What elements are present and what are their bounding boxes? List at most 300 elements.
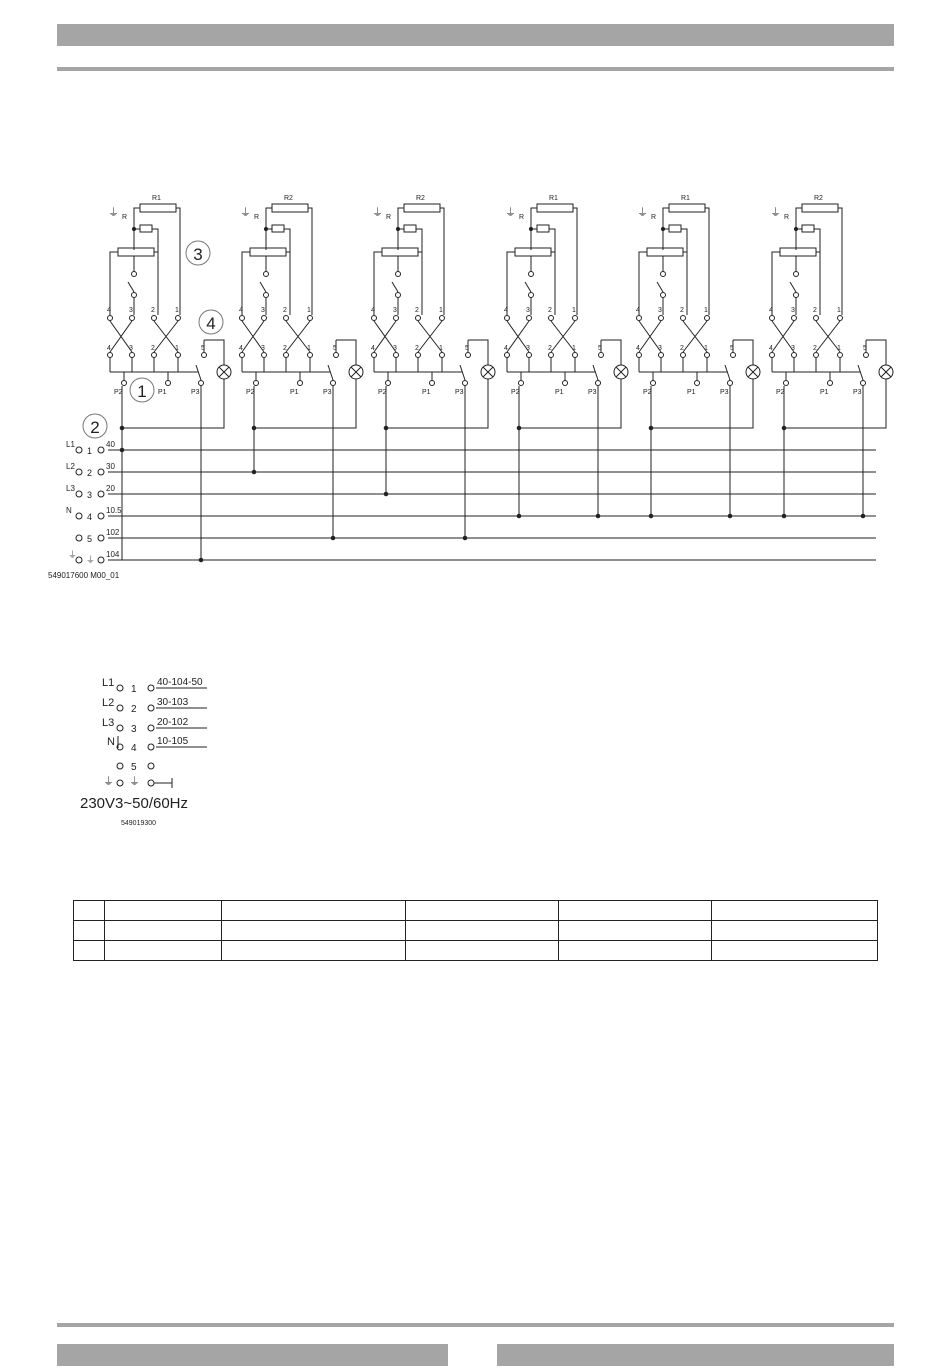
- r-label: R: [386, 214, 392, 221]
- bus-lines: [108, 450, 876, 560]
- wire: [519, 379, 621, 428]
- pin: [440, 353, 445, 358]
- junction: [264, 227, 267, 230]
- pin-label: 4: [371, 307, 375, 314]
- resistor-small: [669, 225, 681, 232]
- pin: [152, 353, 157, 358]
- terminal-phase: L2: [66, 462, 75, 471]
- p-label: P2: [776, 389, 785, 396]
- pin-label: 1: [837, 307, 841, 314]
- pin: [284, 316, 289, 321]
- pin-label: 2: [548, 307, 552, 314]
- p-label: P1: [687, 389, 696, 396]
- block-row: [102, 717, 207, 735]
- wire: [549, 229, 555, 315]
- footer-bar-left: [57, 1344, 448, 1366]
- terminal: [66, 462, 115, 478]
- p-label: P2: [511, 389, 520, 396]
- switch-arm: [525, 282, 531, 292]
- ground-icon: ⏚: [637, 207, 648, 219]
- wire: [573, 208, 577, 315]
- switch-arm: [790, 282, 796, 292]
- pin: [838, 316, 843, 321]
- pin: [770, 353, 775, 358]
- table-row: [74, 941, 878, 961]
- p-label: P3: [455, 389, 464, 396]
- pin-label: 5: [863, 345, 867, 352]
- pin: [262, 316, 267, 321]
- block-wires: 10-105: [157, 736, 189, 747]
- pin-label: 3: [791, 345, 795, 352]
- p-terminal: [298, 381, 303, 386]
- terminal: [68, 550, 120, 565]
- resistor-label: R2: [814, 195, 823, 202]
- block-phase: N: [107, 736, 115, 748]
- junction: [120, 426, 124, 430]
- wire: [784, 379, 886, 428]
- resistor: [802, 204, 838, 212]
- heating-element: [647, 248, 683, 256]
- resistor-label: R1: [549, 195, 558, 202]
- terminal-dot: [76, 469, 82, 475]
- ground-icon: ⏚: [505, 207, 516, 219]
- pin-label: 1: [572, 345, 576, 352]
- block-dot: [117, 725, 123, 731]
- pin-label: 1: [704, 307, 708, 314]
- block-code: 549019300: [121, 820, 157, 827]
- pin-label: 4: [636, 345, 640, 352]
- block-wires: 40-104-50: [157, 677, 203, 688]
- pin: [372, 316, 377, 321]
- terminal-dot: [76, 557, 82, 563]
- table-row: [74, 901, 878, 921]
- pin: [549, 316, 554, 321]
- wire: [838, 208, 842, 315]
- wire: [284, 229, 290, 315]
- heating-unit: [107, 195, 231, 562]
- terminal-phase: N: [66, 506, 72, 515]
- p-terminal: [386, 381, 391, 386]
- pin-label: 2: [813, 345, 817, 352]
- terminal-dot: [76, 513, 82, 519]
- callout-3: [186, 241, 210, 265]
- callout-2: [83, 414, 107, 438]
- pin: [505, 353, 510, 358]
- block-row: [102, 697, 207, 715]
- callout-1: [130, 378, 154, 402]
- wire: [681, 229, 687, 315]
- block-wires: 20-102: [157, 717, 189, 728]
- block-number: 2: [131, 704, 137, 715]
- pin-label: 3: [791, 307, 795, 314]
- pin-label: 1: [439, 307, 443, 314]
- terminal-dot: [76, 491, 82, 497]
- block-phase: L2: [102, 697, 115, 709]
- heating-element: [780, 248, 816, 256]
- pin: [573, 353, 578, 358]
- wire: [110, 252, 118, 315]
- terminal-number: 3: [87, 490, 93, 500]
- pin-label: 4: [107, 307, 111, 314]
- contact: [661, 293, 666, 298]
- pin-label: 2: [680, 345, 684, 352]
- pin: [599, 353, 604, 358]
- terminal-number: 4: [87, 512, 93, 522]
- p-label: P2: [378, 389, 387, 396]
- pin: [466, 353, 471, 358]
- pin-label: 5: [333, 345, 337, 352]
- pin: [527, 353, 532, 358]
- table-row: [74, 921, 878, 941]
- wire: [772, 252, 780, 315]
- pin-label: 3: [129, 345, 133, 352]
- svg-text:2: 2: [90, 418, 100, 437]
- pin: [176, 316, 181, 321]
- contact: [264, 293, 269, 298]
- junction: [252, 426, 256, 430]
- pin-label: 4: [239, 307, 243, 314]
- p-label: P2: [114, 389, 123, 396]
- pin-label: 3: [526, 307, 530, 314]
- pin: [814, 353, 819, 358]
- resistor: [669, 204, 705, 212]
- p-label: P1: [820, 389, 829, 396]
- pin-label: 4: [769, 307, 773, 314]
- block-dot: [148, 744, 154, 750]
- p-terminal: [784, 381, 789, 386]
- p-label: P3: [720, 389, 729, 396]
- resistor-small: [272, 225, 284, 232]
- contact: [264, 272, 269, 277]
- p-label: P3: [853, 389, 862, 396]
- pin-label: 2: [151, 345, 155, 352]
- pin: [372, 353, 377, 358]
- terminal-dot: [98, 447, 104, 453]
- block-wires: 30-103: [157, 697, 189, 708]
- pin-label: 5: [201, 345, 205, 352]
- pin: [284, 353, 289, 358]
- terminal-dot: [76, 447, 82, 453]
- terminal-phase: L1: [66, 440, 75, 449]
- pin-label: 4: [371, 345, 375, 352]
- p-terminal: [728, 381, 733, 386]
- block-number: 4: [131, 743, 137, 754]
- terminal: [66, 484, 115, 500]
- block-number: 5: [131, 762, 137, 773]
- pin: [505, 316, 510, 321]
- switch-arm: [657, 282, 663, 292]
- pin: [549, 353, 554, 358]
- p-label: P1: [158, 389, 167, 396]
- contact: [794, 272, 799, 277]
- wire: [601, 340, 621, 365]
- pin-label: 4: [769, 345, 773, 352]
- terminal-dot: [76, 535, 82, 541]
- pin-label: 1: [439, 345, 443, 352]
- pin: [240, 316, 245, 321]
- pin: [440, 316, 445, 321]
- block-number: 1: [131, 684, 137, 695]
- heating-element: [515, 248, 551, 256]
- pin: [792, 316, 797, 321]
- resistor: [272, 204, 308, 212]
- pin: [637, 316, 642, 321]
- p-label: P3: [191, 389, 200, 396]
- pin: [130, 353, 135, 358]
- pin-label: 5: [730, 345, 734, 352]
- pin: [573, 316, 578, 321]
- pin-label: 2: [680, 307, 684, 314]
- wire: [336, 340, 356, 365]
- pin: [814, 316, 819, 321]
- contact: [396, 272, 401, 277]
- resistor-small: [802, 225, 814, 232]
- wire-number: 20: [106, 484, 115, 493]
- wire: [374, 252, 382, 315]
- pin-label: 4: [107, 345, 111, 352]
- block-dot: [148, 780, 154, 786]
- p-label: P2: [246, 389, 255, 396]
- pin: [308, 353, 313, 358]
- ground-icon: ⏚: [372, 207, 383, 219]
- pin: [681, 316, 686, 321]
- pin: [659, 353, 664, 358]
- p-terminal: [519, 381, 524, 386]
- pin-label: 3: [261, 345, 265, 352]
- p-label: P3: [323, 389, 332, 396]
- svg-text:3: 3: [193, 245, 203, 264]
- heating-unit: [636, 195, 760, 518]
- p-label: P1: [555, 389, 564, 396]
- pin-label: 4: [636, 307, 640, 314]
- wire: [705, 208, 709, 315]
- pin-label: 2: [813, 307, 817, 314]
- pin: [130, 316, 135, 321]
- wire: [204, 340, 224, 365]
- contact: [661, 272, 666, 277]
- pin: [637, 353, 642, 358]
- p-terminal: [122, 381, 127, 386]
- p-label: P1: [290, 389, 299, 396]
- footer-rule: [57, 1323, 894, 1327]
- junction: [649, 426, 653, 430]
- junction: [529, 227, 532, 230]
- switch-arm: [260, 282, 266, 292]
- ground-icon: ⏚: [103, 776, 114, 788]
- wire: [814, 229, 820, 315]
- switch-arm: [392, 282, 398, 292]
- terminal: [76, 528, 120, 544]
- terminal-dot: [98, 491, 104, 497]
- pin-label: 3: [393, 345, 397, 352]
- pin: [240, 353, 245, 358]
- block-phase: L1: [102, 677, 115, 689]
- terminal-phase: L3: [66, 484, 75, 493]
- wire: [152, 229, 158, 315]
- pin-label: 4: [504, 345, 508, 352]
- pin-label: 1: [175, 307, 179, 314]
- contact: [396, 293, 401, 298]
- pin-label: 5: [598, 345, 602, 352]
- p-label: P1: [422, 389, 431, 396]
- svg-text:4: 4: [206, 314, 216, 333]
- r-label: R: [254, 214, 260, 221]
- pin: [108, 316, 113, 321]
- wire: [176, 208, 180, 315]
- heating-unit: [371, 195, 495, 540]
- pin-label: 3: [526, 345, 530, 352]
- r-label: R: [784, 214, 790, 221]
- contact: [132, 272, 137, 277]
- p-terminal: [596, 381, 601, 386]
- pin: [334, 353, 339, 358]
- block-dot: [148, 685, 154, 691]
- pin-label: 1: [307, 345, 311, 352]
- pin-label: 3: [261, 307, 265, 314]
- resistor-small: [404, 225, 416, 232]
- block-dot: [117, 763, 123, 769]
- block-row: [107, 736, 207, 754]
- pin-label: 3: [129, 307, 133, 314]
- ground-icon: ⏚: [129, 776, 140, 788]
- pin-label: 3: [658, 307, 662, 314]
- p-terminal: [695, 381, 700, 386]
- block-phase: L3: [102, 717, 115, 729]
- pin: [108, 353, 113, 358]
- pin: [681, 353, 686, 358]
- junction: [396, 227, 399, 230]
- ground-icon: ⏚: [240, 207, 251, 219]
- block-number: 3: [131, 724, 137, 735]
- junction: [794, 227, 797, 230]
- pin-label: 3: [393, 307, 397, 314]
- p-terminal: [166, 381, 171, 386]
- pin-label: 5: [465, 345, 469, 352]
- resistor-label: R1: [681, 195, 690, 202]
- contact: [529, 293, 534, 298]
- resistor-label: R1: [152, 195, 161, 202]
- wire: [254, 379, 356, 428]
- heating-unit: [504, 195, 628, 518]
- pin-label: 2: [548, 345, 552, 352]
- terminal-dot: [98, 469, 104, 475]
- block-dot: [148, 705, 154, 711]
- wire: [733, 340, 753, 365]
- resistor-small: [140, 225, 152, 232]
- p-terminal: [254, 381, 259, 386]
- pin: [731, 353, 736, 358]
- wire: [639, 252, 647, 315]
- resistor-small: [537, 225, 549, 232]
- block-dot: [148, 763, 154, 769]
- resistor: [140, 204, 176, 212]
- empty-table: [73, 900, 878, 961]
- footer-bar-right: [497, 1344, 894, 1366]
- ground-icon: ⏚: [86, 555, 96, 565]
- wire: [866, 340, 886, 365]
- block-dot: [117, 685, 123, 691]
- terminal-dot: [98, 535, 104, 541]
- ground-icon: ⏚: [108, 207, 119, 219]
- wire: [416, 229, 422, 315]
- p-terminal: [463, 381, 468, 386]
- pin: [770, 316, 775, 321]
- pin: [262, 353, 267, 358]
- ground-icon: ⏚: [68, 550, 78, 560]
- p-label: P2: [643, 389, 652, 396]
- pin: [659, 316, 664, 321]
- terminal-dot: [98, 513, 104, 519]
- heating-element: [382, 248, 418, 256]
- pin-label: 1: [572, 307, 576, 314]
- terminal: [66, 506, 122, 522]
- pin: [416, 353, 421, 358]
- pin: [864, 353, 869, 358]
- wire-number: 30: [106, 462, 115, 471]
- heating-unit: [769, 195, 893, 518]
- pin-label: 2: [415, 307, 419, 314]
- r-label: R: [519, 214, 525, 221]
- p-terminal: [563, 381, 568, 386]
- block-row: [117, 762, 154, 773]
- wire: [440, 208, 444, 315]
- pin: [705, 353, 710, 358]
- voltage-label: 230V3~50/60Hz: [80, 795, 189, 812]
- pin: [705, 316, 710, 321]
- switch-arm: [128, 282, 134, 292]
- wire-number: 10.5: [106, 506, 122, 515]
- pin-label: 3: [658, 345, 662, 352]
- terminal-number: 5: [87, 534, 93, 544]
- terminal: [66, 440, 115, 456]
- junction: [782, 426, 786, 430]
- wire-number: 40: [106, 440, 115, 449]
- r-label: R: [122, 214, 128, 221]
- pin: [152, 316, 157, 321]
- p-terminal: [331, 381, 336, 386]
- terminal-block: [102, 677, 207, 788]
- pin: [308, 316, 313, 321]
- pin: [202, 353, 207, 358]
- terminal-number: 2: [87, 468, 93, 478]
- diagram-code: 549017600 M00_01: [48, 571, 120, 580]
- wire: [308, 208, 312, 315]
- r-label: R: [651, 214, 657, 221]
- junction: [384, 426, 388, 430]
- pin-label: 2: [151, 307, 155, 314]
- svg-text:1: 1: [137, 382, 147, 401]
- pin: [394, 316, 399, 321]
- p-terminal: [861, 381, 866, 386]
- wire: [468, 340, 488, 365]
- block-dot: [117, 705, 123, 711]
- pin-label: 4: [504, 307, 508, 314]
- p-terminal: [430, 381, 435, 386]
- heating-element: [250, 248, 286, 256]
- pin: [176, 353, 181, 358]
- resistor: [537, 204, 573, 212]
- wire-number: 104: [106, 550, 120, 559]
- wire: [242, 252, 250, 315]
- wire: [386, 379, 488, 428]
- ground-icon: ⏚: [770, 207, 781, 219]
- wire-number: 102: [106, 528, 120, 537]
- pin-label: 1: [175, 345, 179, 352]
- pin: [838, 353, 843, 358]
- pin-label: 4: [239, 345, 243, 352]
- pin: [792, 353, 797, 358]
- pin: [527, 316, 532, 321]
